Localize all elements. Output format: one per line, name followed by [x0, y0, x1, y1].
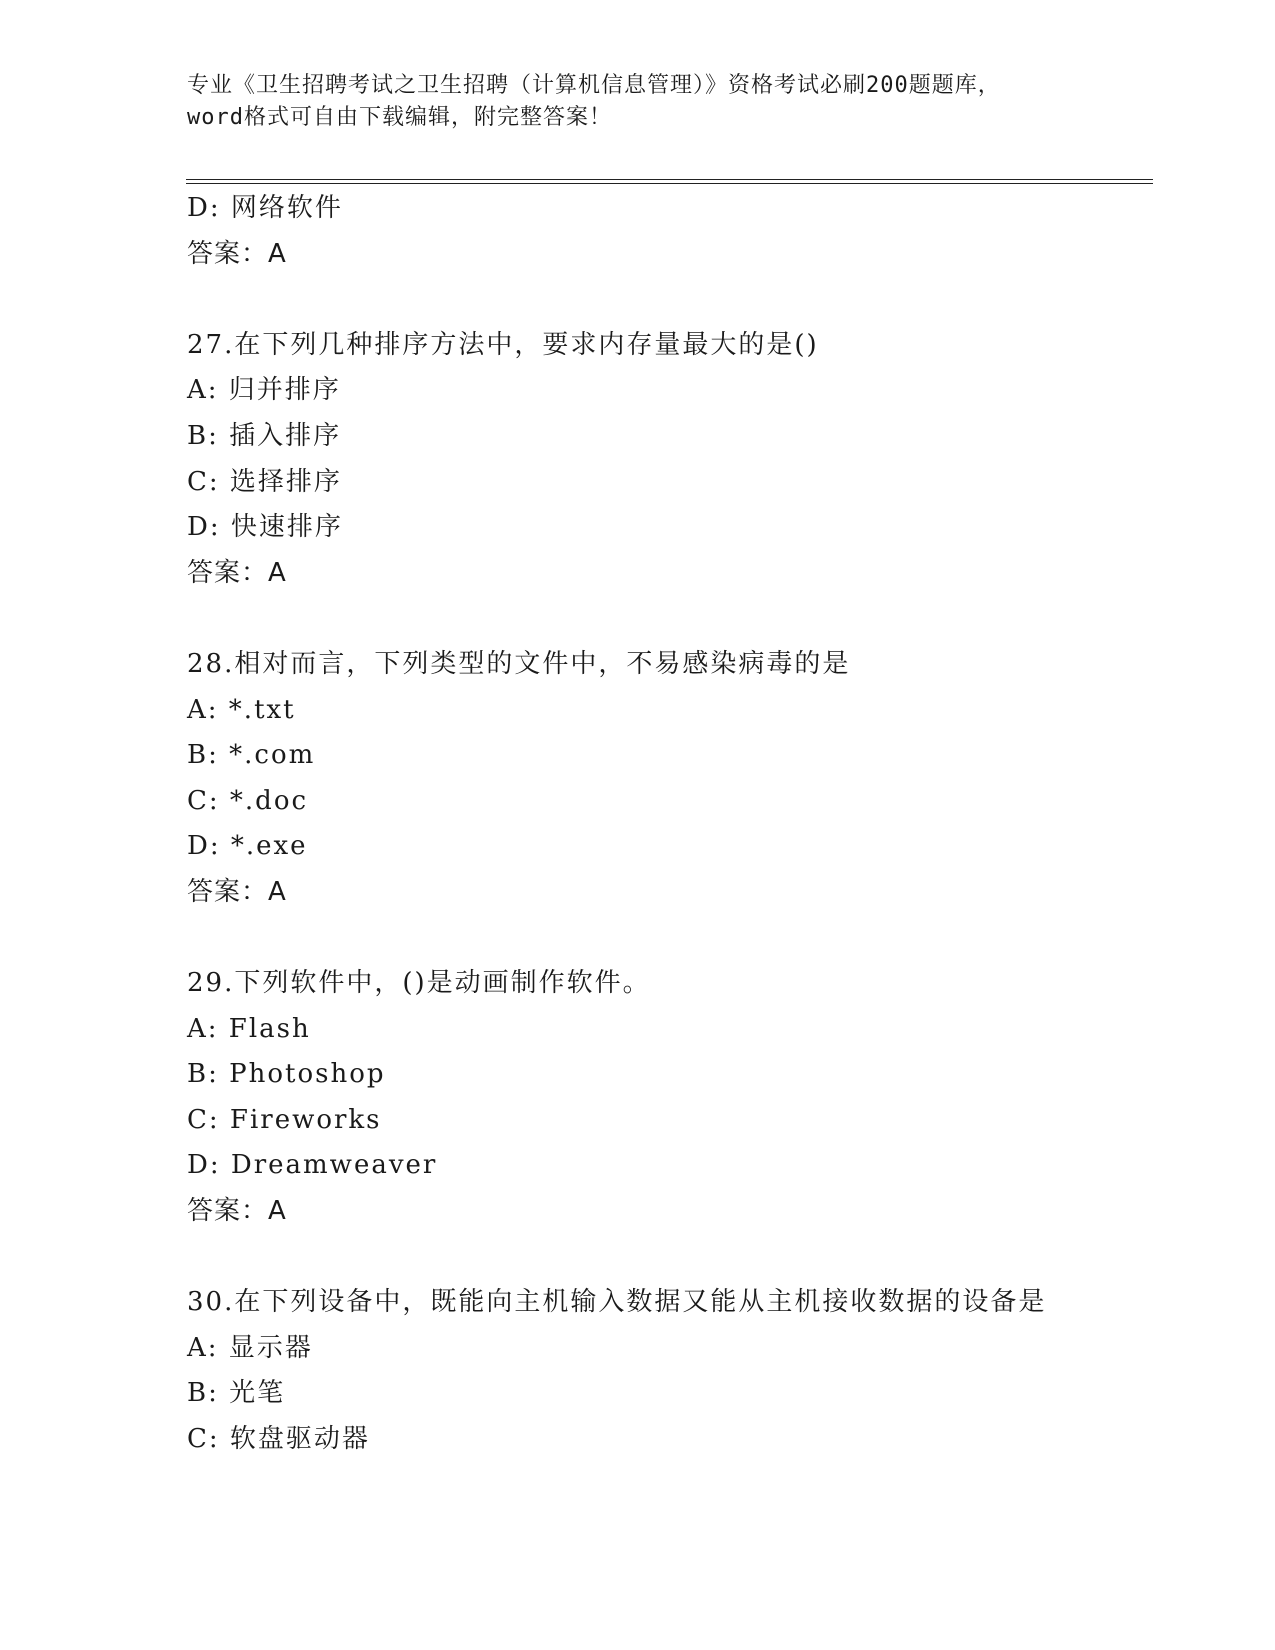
- spacer: [187, 916, 1187, 962]
- option-c: C: *.doc: [187, 785, 309, 816]
- header-title-line-1: 专业《卫生招聘考试之卫生招聘（计算机信息管理）》资格考试必刷200题题库，: [187, 73, 1001, 98]
- spacer: [187, 277, 1187, 323]
- option-d: D: 快速排序: [187, 512, 343, 543]
- option-d: D: 网络软件: [187, 193, 343, 223]
- option-a: A: 归并排序: [187, 375, 341, 406]
- option-b: B: *.com: [187, 740, 316, 771]
- spacer: [187, 1235, 1187, 1281]
- document-header: [187, 70, 1087, 134]
- option-d: D: Dreamweaver: [187, 1150, 438, 1181]
- option-c: C: 软盘驱动器: [187, 1424, 370, 1455]
- option-a: A: *.txt: [187, 694, 296, 725]
- option-b: B: 光笔: [187, 1378, 286, 1409]
- option-b: B: Photoshop: [187, 1059, 386, 1090]
- option-a: A: Flash: [187, 1013, 311, 1044]
- header-title-line-2: word格式可自由下载编辑，附完整答案！: [187, 105, 612, 130]
- question-stem: 27.在下列几种排序方法中，要求内存量最大的是(): [187, 329, 819, 360]
- spacer: [187, 596, 1187, 642]
- answer: 答案：A: [187, 1196, 287, 1227]
- question-list: [187, 186, 1187, 1463]
- question-stem: 30.在下列设备中，既能向主机输入数据又能从主机接收数据的设备是: [187, 1287, 1047, 1318]
- question-stem: 29.下列软件中，()是动画制作软件。: [187, 968, 651, 999]
- option-b: B: 插入排序: [187, 420, 342, 451]
- option-c: C: Fireworks: [187, 1104, 382, 1135]
- option-a: A: 显示器: [187, 1332, 313, 1363]
- answer: 答案：A: [187, 557, 287, 588]
- header-divider: [186, 179, 1153, 184]
- answer: 答案：A: [187, 238, 287, 269]
- option-c: C: 选择排序: [187, 466, 342, 497]
- option-d: D: *.exe: [187, 831, 308, 862]
- question-stem: 28.相对而言，下列类型的文件中，不易感染病毒的是: [187, 648, 851, 679]
- answer: 答案：A: [187, 876, 287, 907]
